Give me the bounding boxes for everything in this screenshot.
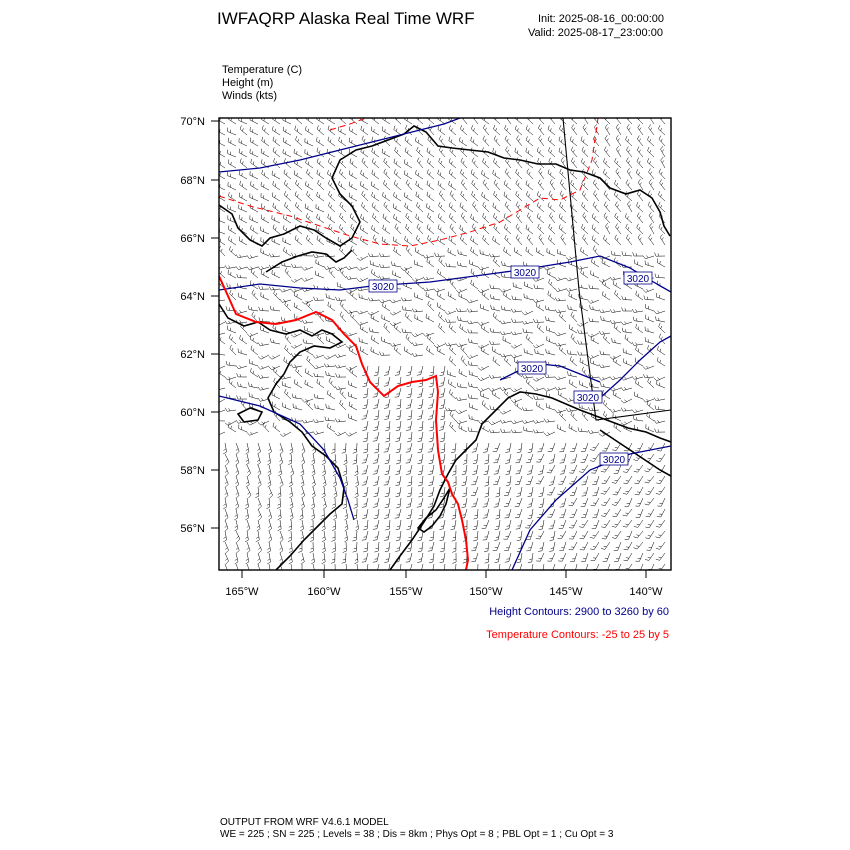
longitude-axis — [225, 570, 663, 598]
svg-text:3020: 3020 — [520, 364, 544, 375]
height-contours-note: Height Contours: 2900 to 3260 by 60 — [489, 606, 669, 618]
height-label-1 — [369, 280, 397, 293]
lat-tick-label: 62°N — [180, 349, 205, 361]
lat-tick-label: 70°N — [180, 116, 205, 128]
lat-tick-label: 64°N — [180, 291, 205, 303]
height-label-3 — [624, 272, 652, 285]
lon-tick-label: 155°W — [389, 586, 423, 598]
lat-tick-label: 66°N — [180, 233, 205, 245]
svg-text:3020: 3020 — [602, 455, 626, 466]
svg-text:3020: 3020 — [513, 268, 537, 279]
lat-tick-label: 68°N — [180, 175, 205, 187]
field-winds-label: Winds (kts) — [222, 90, 277, 102]
temperature-contours-note: Temperature Contours: -25 to 25 by 5 — [486, 629, 669, 641]
lon-tick-label: 165°W — [225, 586, 259, 598]
latitude-axis — [180, 116, 219, 535]
field-temperature-label: Temperature (C) — [222, 64, 303, 76]
init-time: Init: 2025-08-16_00:00:00 — [538, 13, 664, 25]
svg-text:3020: 3020 — [626, 274, 650, 285]
lat-tick-label: 56°N — [180, 523, 205, 535]
lat-tick-label: 58°N — [180, 465, 205, 477]
plot-title: IWFAQRP Alaska Real Time WRF — [217, 9, 475, 28]
height-label-5 — [574, 391, 602, 404]
lon-tick-label: 150°W — [469, 586, 503, 598]
lon-tick-label: 140°W — [629, 586, 663, 598]
model-settings-line: WE = 225 ; SN = 225 ; Levels = 38 ; Dis = 8km ; Phys Opt = 8 ; PBL Opt = 1 ; Cu Opt = 3 — [220, 829, 614, 840]
svg-text:3020: 3020 — [371, 282, 395, 293]
valid-time: Valid: 2025-08-17_23:00:00 — [528, 27, 663, 39]
lon-tick-label: 160°W — [307, 586, 341, 598]
lon-tick-label: 145°W — [549, 586, 583, 598]
model-output-line: OUTPUT FROM WRF V4.6.1 MODEL — [220, 817, 389, 828]
field-height-label: Height (m) — [222, 77, 274, 89]
svg-text:3020: 3020 — [576, 393, 600, 404]
lat-tick-label: 60°N — [180, 407, 205, 419]
height-label-2 — [511, 266, 539, 279]
height-label-4 — [518, 362, 546, 375]
height-label-6 — [600, 453, 628, 466]
